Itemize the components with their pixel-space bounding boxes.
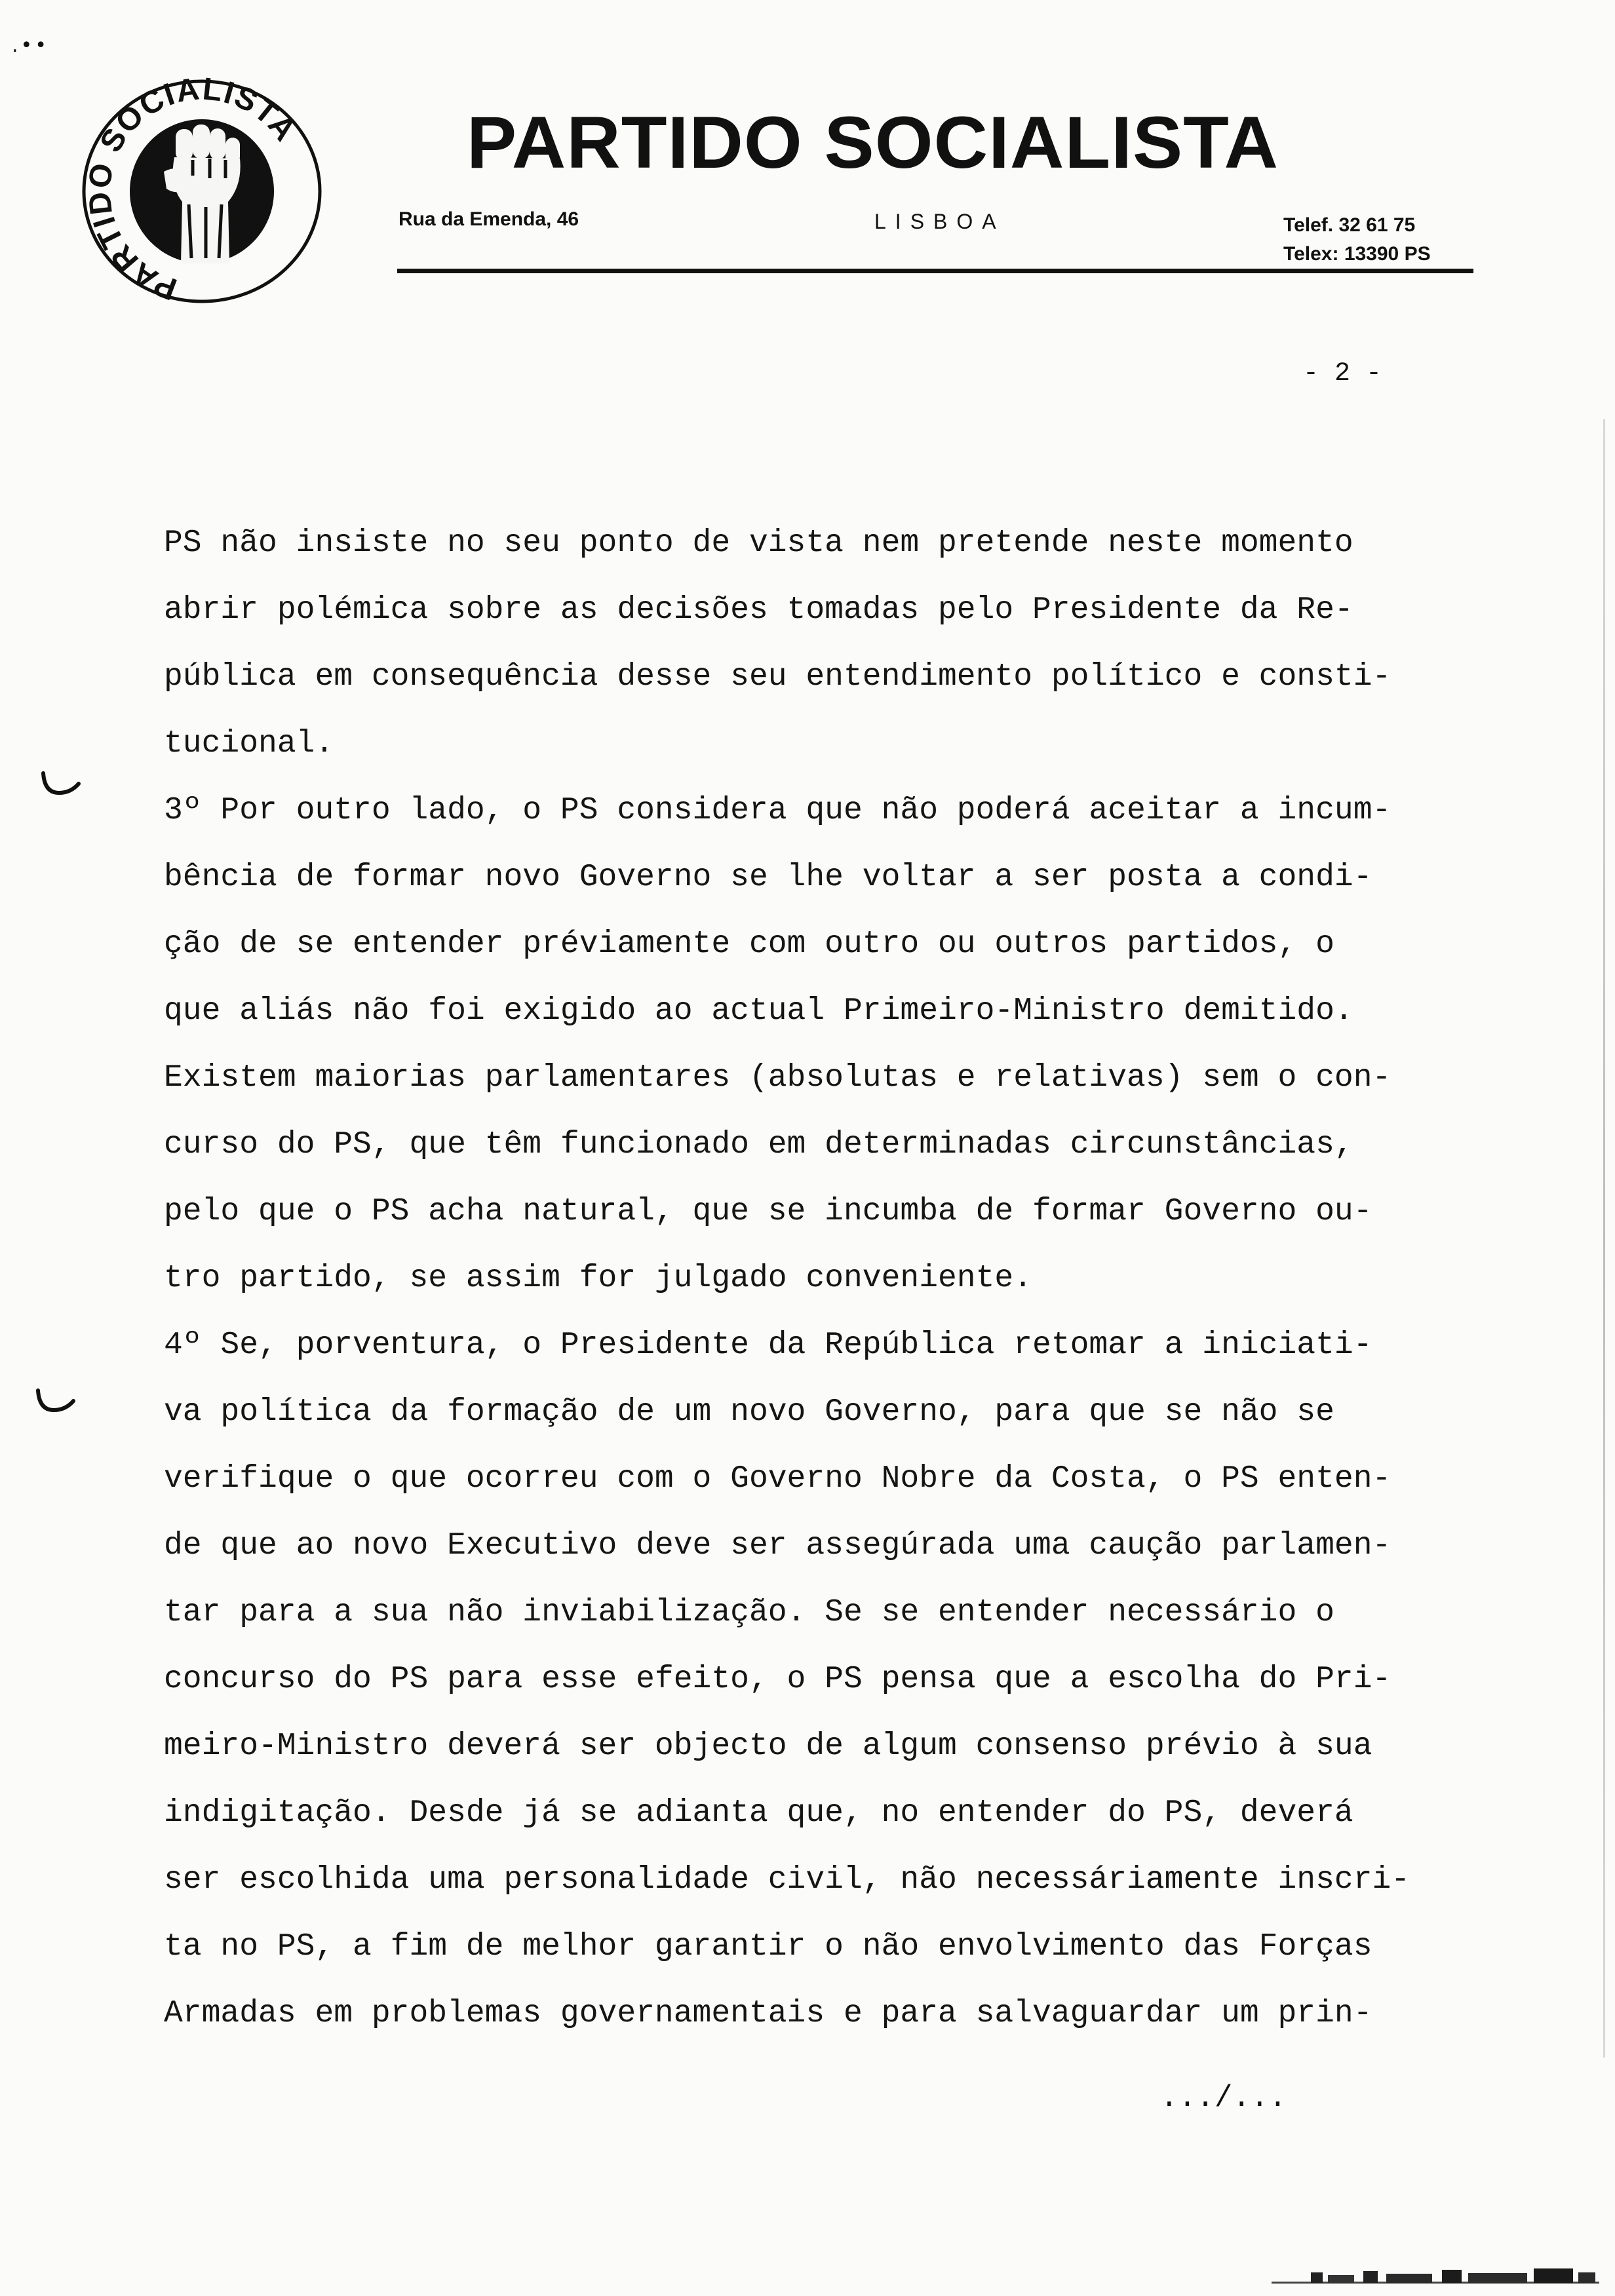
continuation-mark: .../... bbox=[1160, 2081, 1287, 2115]
letterhead-title: PARTIDO SOCIALISTA bbox=[467, 102, 1279, 183]
scan-edge-line bbox=[1603, 419, 1605, 2057]
letterhead-telex: Telex: 13390 PS bbox=[1283, 243, 1431, 265]
body-line: meiro-Ministro deverá ser objecto de algum consenso prévio à sua bbox=[164, 1729, 1372, 1764]
body-line: tucional. bbox=[164, 726, 334, 761]
body-line: Armadas em problemas governamentais e para salvaguardar um prin- bbox=[164, 1996, 1372, 2031]
body-line: concurso do PS para esse efeito, o PS pensa que a escolha do Pri- bbox=[164, 1662, 1391, 1697]
margin-tick-mark bbox=[39, 771, 81, 797]
body-line: bência de formar novo Governo se lhe voltar a ser posta a condi- bbox=[164, 860, 1372, 895]
body-line: 3º Por outro lado, o PS considera que não poderá aceitar a incum- bbox=[164, 793, 1391, 828]
margin-tick-mark bbox=[34, 1388, 76, 1414]
body-line: abrir polémica sobre as decisões tomadas pelo Presidente da Re- bbox=[164, 592, 1353, 628]
body-line: indigitação. Desde já se adianta que, no entender do PS, deverá bbox=[164, 1795, 1353, 1831]
letterhead-rule bbox=[397, 269, 1473, 273]
body-line: tar para a sua não inviabilização. Se se entender necessário o bbox=[164, 1595, 1334, 1630]
body-line: tro partido, se assim for julgado conveniente. bbox=[164, 1261, 1033, 1296]
body-line: pelo que o PS acha natural, que se incumba de formar Governo ou- bbox=[164, 1194, 1372, 1229]
body-line: ção de se entender préviamente com outro ou outros partidos, o bbox=[164, 927, 1334, 962]
body-line: PS não insiste no seu ponto de vista nem pretende neste momento bbox=[164, 526, 1353, 561]
svg-text:PARTIDO SOCIALISTA: PARTIDO SOCIALISTA bbox=[82, 73, 303, 307]
body-line: va política da formação de um novo Governo, para que se não se bbox=[164, 1394, 1334, 1430]
letterhead-phone: Telef. 32 61 75 bbox=[1283, 214, 1416, 236]
letterhead-contact bbox=[1283, 211, 1431, 269]
body-line: de que ao novo Executivo deve ser assegúrada uma caução parlamen- bbox=[164, 1528, 1391, 1563]
body-line: pública em consequência desse seu entendimento político e consti- bbox=[164, 659, 1391, 695]
party-logo bbox=[77, 73, 326, 309]
body-line: verifique o que ocorreu com o Governo Nobre da Costa, o PS enten- bbox=[164, 1461, 1391, 1497]
body-line: Existem maiorias parlamentares (absolutas e relativas) sem o con- bbox=[164, 1060, 1391, 1096]
scan-artifact bbox=[1272, 2267, 1599, 2287]
body-line: ser escolhida uma personalidade civil, não necessáriamente inscri- bbox=[164, 1862, 1411, 1898]
page-number: - 2 - bbox=[1303, 359, 1382, 389]
letterhead-address: Rua da Emenda, 46 bbox=[399, 208, 579, 230]
body-line: ta no PS, a fim de melhor garantir o não envolvimento das Forças bbox=[164, 1929, 1372, 1964]
letterhead-city: LISBOA bbox=[874, 210, 1005, 233]
body-line: que aliás não foi exigido ao actual Primeiro-Ministro demitido. bbox=[164, 993, 1353, 1029]
body-text bbox=[164, 510, 1475, 2047]
body-line: 4º Se, porventura, o Presidente da República retomar a iniciati- bbox=[164, 1328, 1372, 1363]
body-line: curso do PS, que têm funcionado em determinadas circunstâncias, bbox=[164, 1127, 1353, 1162]
corner-marks: .•• bbox=[12, 34, 49, 57]
